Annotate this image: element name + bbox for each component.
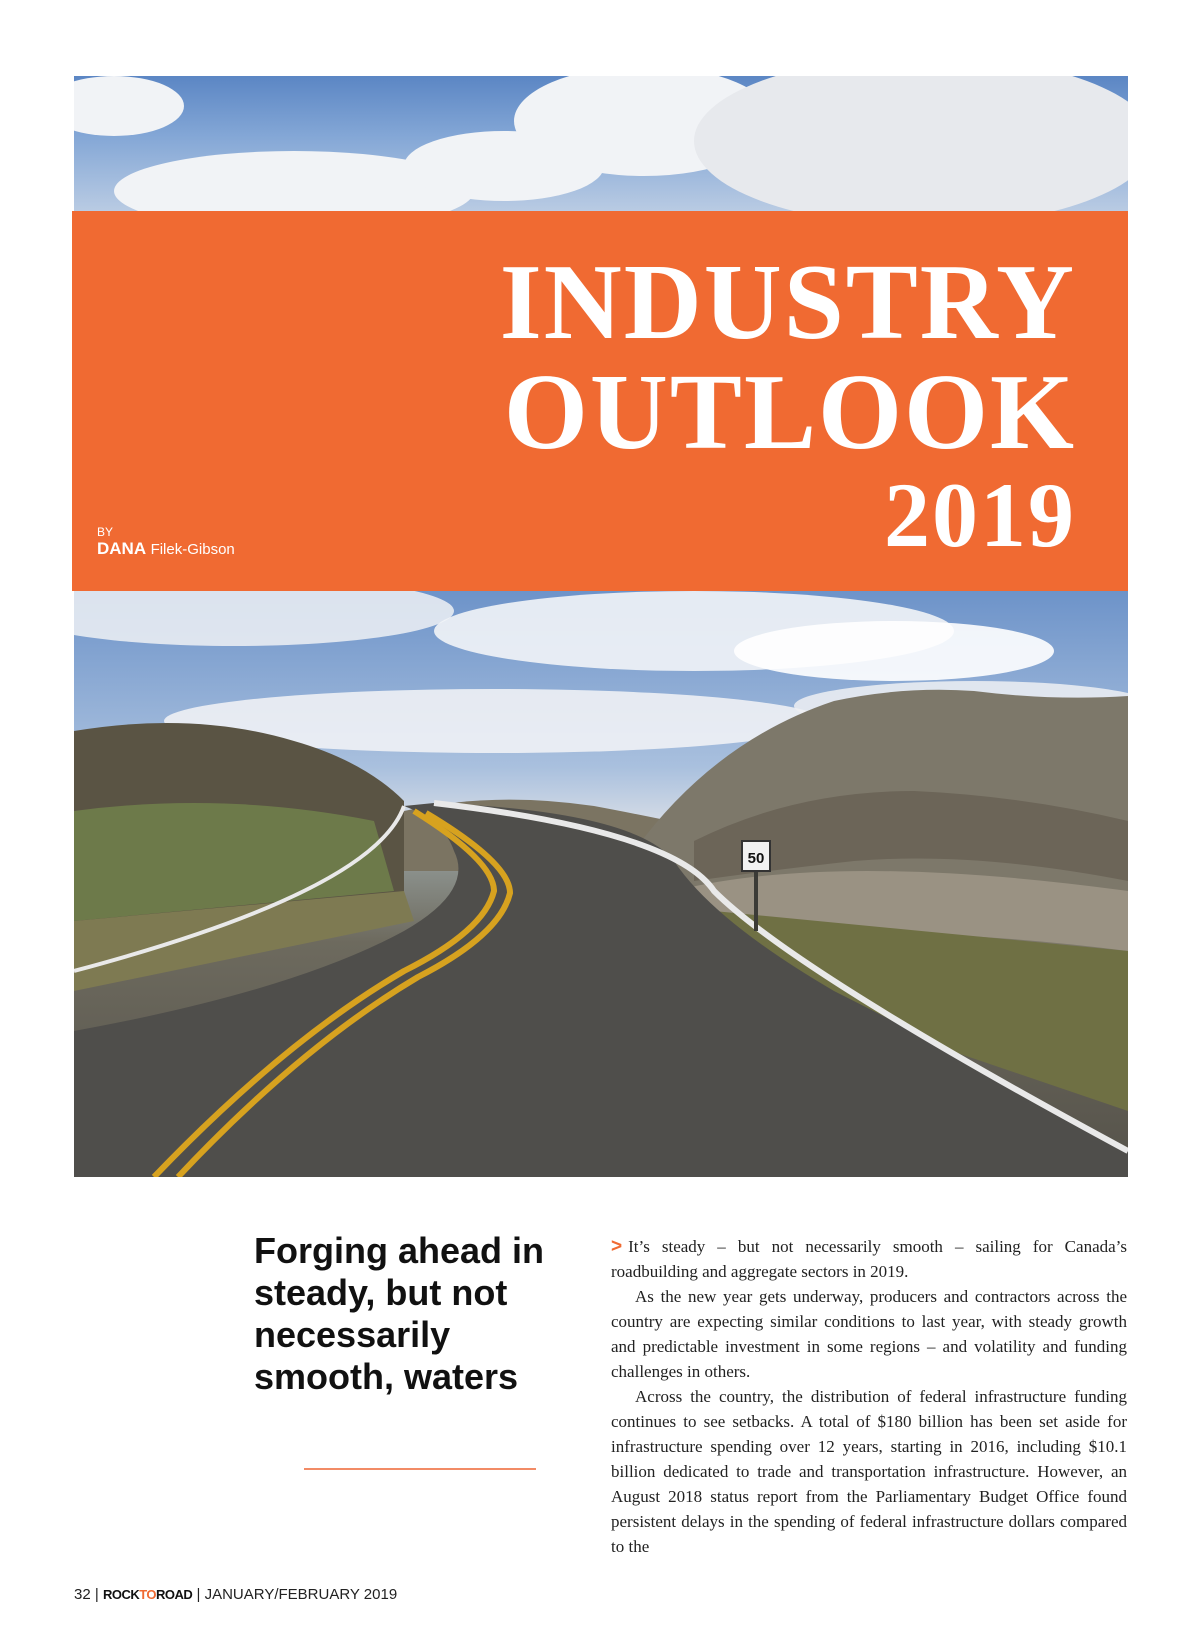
- issue-date: JANUARY/FEBRUARY 2019: [204, 1586, 398, 1603]
- page-number: 32: [74, 1586, 91, 1603]
- title-line-3: 2019: [884, 464, 1076, 566]
- footer-separator: |: [94, 1586, 103, 1603]
- logo-part-road: ROAD: [156, 1587, 193, 1602]
- magazine-logo: [103, 1587, 192, 1602]
- byline-label: BY: [97, 525, 114, 539]
- body-paragraph-3: Across the country, the distribution of federal infrastructure funding continues to see setbacks. A total of $180 billion has been set aside for infrastructure spending over 12 years, starting in 2016, including $10.1 billion dedicated to trade and transportation infrastructure. However, an August 2018 status report from the Parliamentary Budget Office found persistent delays in the spending of federal infrastructure dollars compared to the: [611, 1387, 1127, 1556]
- body-paragraph-1-text: It’s steady – but not necessarily smooth – sailing for Canada’s roadbuilding and aggregate sectors in 2019.: [611, 1237, 1127, 1281]
- byline: [97, 525, 235, 559]
- body-paragraph-1: [611, 1234, 1127, 1284]
- road-landscape-illustration: [74, 591, 1128, 1177]
- footer-separator: |: [196, 1586, 205, 1603]
- article-body: [611, 1234, 1127, 1559]
- speed-limit-sign: 50: [747, 850, 765, 867]
- author-first-name: DANA: [97, 539, 147, 558]
- title-line-2: OUTLOOK: [503, 353, 1076, 472]
- author-last-name: Filek-Gibson: [150, 541, 235, 558]
- chevron-right-icon: >: [611, 1236, 623, 1257]
- title-line-1: INDUSTRY: [499, 243, 1076, 362]
- body-paragraph-2: As the new year gets underway, producers and contractors across the country are expecting similar conditions to last year, with steady growth and predictable investment in some regions – and volatility and funding challenges in others.: [611, 1287, 1127, 1381]
- logo-part-rock: ROCK: [102, 1587, 140, 1602]
- road-photo: [74, 591, 1128, 1177]
- title-banner: [72, 211, 1128, 591]
- article-deck: Forging ahead in steady, but not necessarily smooth, waters: [254, 1230, 545, 1397]
- deck-divider: [304, 1468, 536, 1470]
- sky-photo-top: [74, 76, 1128, 211]
- logo-part-to: TO: [139, 1587, 157, 1602]
- page-footer: [74, 1586, 397, 1603]
